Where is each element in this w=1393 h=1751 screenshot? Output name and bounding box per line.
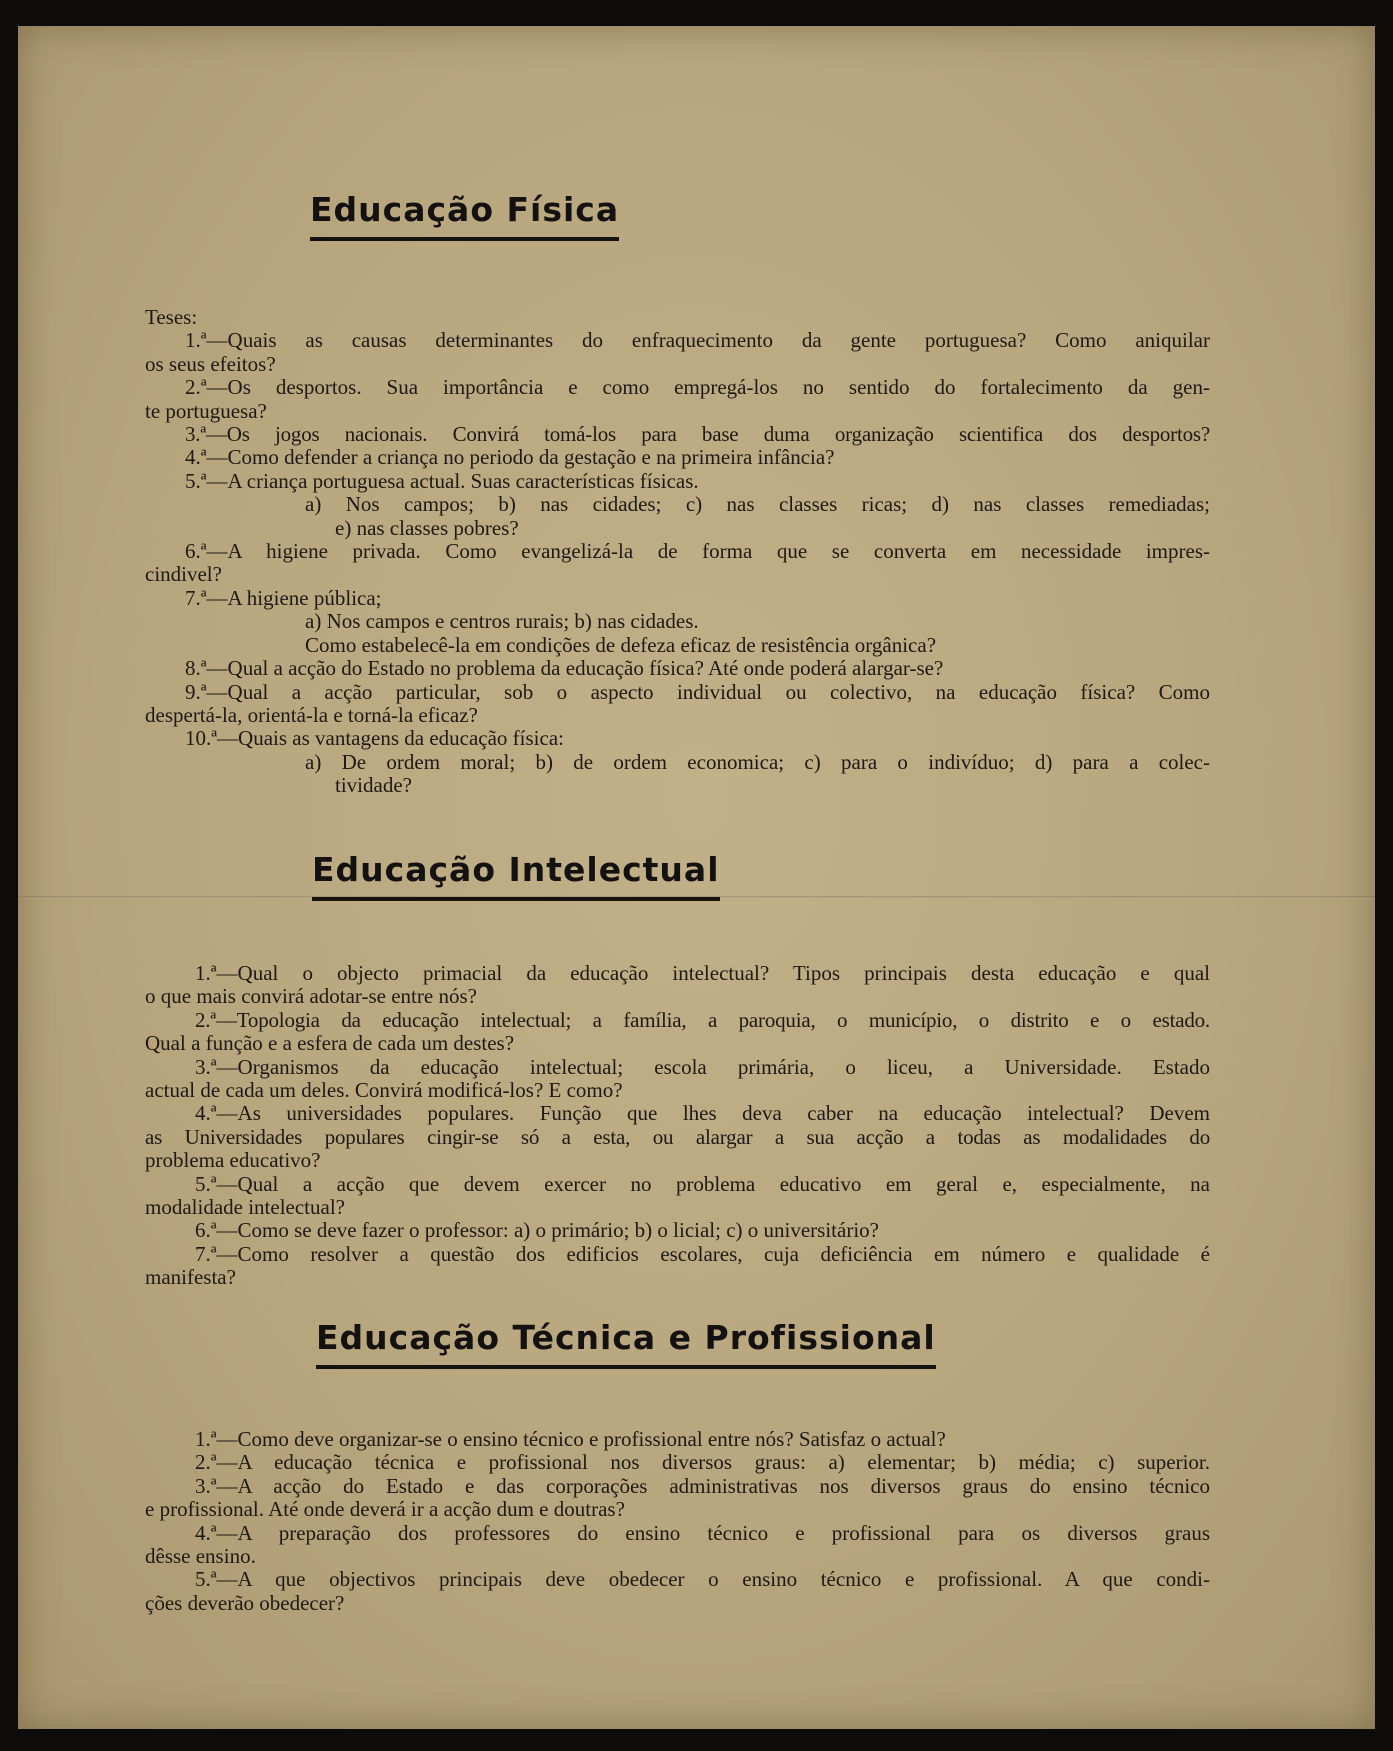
section-title-educacao-tecnica: Educação Técnica e Profissional <box>316 1318 936 1369</box>
text-line: 6.ª—Como se deve fazer o professor: a) o primário; b) o licial; c) o universitário? <box>195 1218 879 1243</box>
text-line: actual de cada um deles. Convirá modificá-los? E como? <box>145 1078 623 1103</box>
text-line: a) Nos campos; b) nas cidades; c) nas classes ricas; d) nas classes remediadas; <box>305 492 1210 517</box>
text-line: 5.ª—Qual a acção que devem exercer no problema educativo em geral e, especialmente, na <box>195 1171 1210 1196</box>
text-line: problema educativo? <box>145 1148 321 1173</box>
text-line: a) Nos campos e centros rurais; b) nas cidades. <box>305 609 699 634</box>
text-line: modalidade intelectual? <box>145 1195 345 1220</box>
text-line: 3.ª—Os jogos nacionais. Convirá tomá-los para base duma organização scientifica dos desportos? <box>185 422 1210 447</box>
text-line: Qual a função e a esfera de cada um destes? <box>145 1031 515 1056</box>
text-line: 6.ª—A higiene privada. Como evangelizá-la de forma que se converta em necessidade impres- <box>185 539 1210 564</box>
section-body-educacao-intelectual <box>145 962 1210 1290</box>
text-line: a) De ordem moral; b) de ordem economica; c) para o indivíduo; d) para a colec- <box>305 749 1210 774</box>
text-line: 2.ª—Topologia da educação intelectual; a família, a paroquia, o município, o distrito e o estado. <box>195 1007 1210 1032</box>
text-line: 2.ª—A educação técnica e profissional nos diversos graus: a) elementar; b) média; c) superior. <box>195 1450 1210 1475</box>
text-line: 1.ª—Como deve organizar-se o ensino técnico e profissional entre nós? Satisfaz o actual? <box>195 1427 946 1451</box>
text-line: 7.ª—A higiene pública; <box>185 585 382 610</box>
text-line: te portuguesa? <box>145 398 267 423</box>
text-line: 3.ª—Organismos da educação intelectual; escola primária, o liceu, a Universidade. Estado <box>195 1054 1210 1079</box>
text-line: cindivel? <box>145 562 222 587</box>
text-line: e profissional. Até onde deverá ir a acção dum e doutras? <box>145 1497 625 1522</box>
section-body-educacao-fisica <box>145 306 1210 798</box>
text-line: os seus efeitos? <box>145 351 276 376</box>
text-line: 3.ª—A acção do Estado e das corporações administrativas nos diversos graus do ensino técnico <box>195 1473 1210 1498</box>
text-line: tividade? <box>335 773 412 798</box>
text-line: 2.ª—Os desportos. Sua importância e como empregá-los no sentido do fortalecimento da gen- <box>185 375 1210 400</box>
text-line: 5.ª—A que objectivos principais deve obedecer o ensino técnico e profissional. A que condi- <box>195 1567 1210 1592</box>
text-line: 10.ª—Quais as vantagens da educação física: <box>185 726 564 751</box>
section-title-educacao-fisica: Educação Física <box>310 190 619 241</box>
text-line: Teses: <box>145 305 198 329</box>
text-line: o que mais convirá adotar-se entre nós? <box>145 984 477 1009</box>
text-line: 1.ª—Quais as causas determinantes do enfraquecimento da gente portuguesa? Como aniquilar <box>185 328 1210 353</box>
text-line: 8.ª—Qual a acção do Estado no problema da educação física? Até onde poderá alargar-se? <box>185 656 944 681</box>
text-line: Como estabelecê-la em condições de defeza eficaz de resistência orgânica? <box>305 632 937 657</box>
text-line: 5.ª—A criança portuguesa actual. Suas características físicas. <box>185 468 699 493</box>
text-line: e) nas classes pobres? <box>335 515 519 540</box>
text-line: 7.ª—Como resolver a questão dos edificios escolares, cuja deficiência em número e qualidade é <box>195 1241 1210 1266</box>
section-title-educacao-intelectual: Educação Intelectual <box>312 850 720 901</box>
text-line: despertá-la, orientá-la e torná-la eficaz? <box>145 702 478 727</box>
text-line: 4.ª—A preparação dos professores do ensino técnico e profissional para os diversos graus <box>195 1520 1210 1545</box>
text-line: manifesta? <box>145 1265 236 1290</box>
text-line: 9.ª—Qual a acção particular, sob o aspecto individual ou colectivo, na educação física? Como <box>185 679 1210 704</box>
text-line: dêsse ensino. <box>145 1544 256 1569</box>
text-line: 4.ª—Como defender a criança no periodo da gestação e na primeira infância? <box>185 445 835 470</box>
section-body-educacao-tecnica <box>145 1428 1210 1615</box>
text-line: ções deverão obedecer? <box>145 1590 345 1615</box>
text-line: as Universidades populares cingir-se só a esta, ou alargar a sua acção a todas as modalidades do <box>145 1124 1210 1149</box>
text-line: 4.ª—As universidades populares. Função que lhes deva caber na educação intelectual? Devem <box>195 1101 1210 1126</box>
text-line: 1.ª—Qual o objecto primacial da educação intelectual? Tipos principais desta educação e qual <box>195 961 1210 985</box>
